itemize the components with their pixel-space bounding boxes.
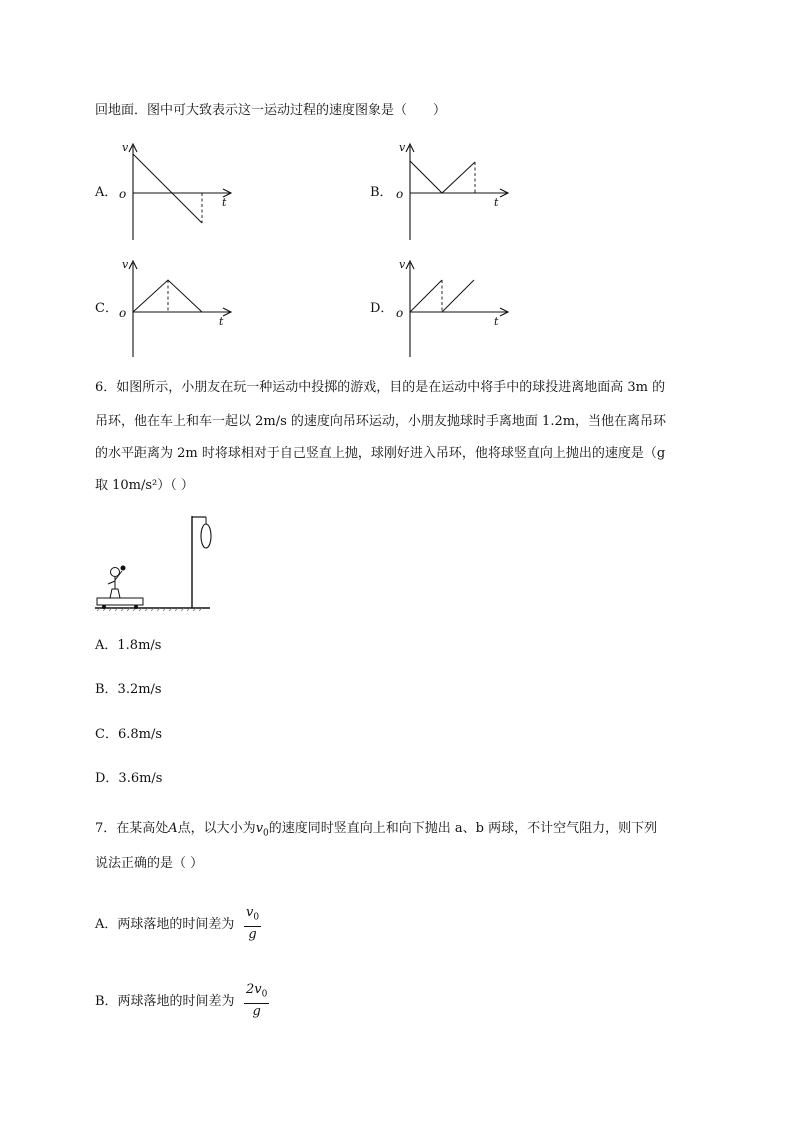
q6-option-c: C．6.8m/s bbox=[95, 727, 162, 742]
q6-stem-line-1: 6．如图所示，小朋友在玩一种运动中投掷的游戏，目的是在运动中将手中的球投进离地面高 3m 的 bbox=[95, 380, 666, 395]
q7-stem-part-2: 点，以大小为 bbox=[177, 821, 256, 836]
q7-point-label: A bbox=[168, 821, 178, 836]
q6-stem-line-2: 吊环，他在车上和车一起以 2m/s 的速度向吊环运动，小朋友抛球时手离地面 1.2m，当他在离吊环 bbox=[95, 414, 667, 429]
q5-option-a-label: A． bbox=[95, 185, 118, 200]
q6-option-b: B．3.2m/s bbox=[95, 682, 162, 697]
q7-option-a-denominator: g bbox=[248, 926, 257, 942]
graph-b-v-label: v bbox=[399, 141, 406, 154]
q5-graph-c bbox=[110, 257, 240, 362]
q6-stem-line-3: 的水平距离为 2m 时将球相对于自己竖直上抛，球刚好进入吊环，他将球竖直向上抛出的速度是（g bbox=[95, 446, 666, 461]
q7-option-b-fraction bbox=[244, 982, 269, 1020]
q6-illustration bbox=[95, 512, 215, 612]
q7-option-a-text: A．两球落地的时间差为 bbox=[95, 917, 235, 932]
graph-b-origin-label: o bbox=[396, 187, 404, 201]
q5-graph-d bbox=[387, 257, 517, 362]
q7-stem-line-2: 说法正确的是（ ） bbox=[95, 856, 204, 871]
graph-a-v-label: v bbox=[122, 141, 129, 154]
q7-stem-part-1: 7．在某高处 bbox=[95, 821, 169, 836]
q5-graph-b bbox=[387, 140, 517, 250]
q7-option-a-fraction bbox=[244, 905, 261, 943]
q7-option-b-numerator: $2v_0$ bbox=[244, 982, 269, 1004]
q7-option-b-text: B．两球落地的时间差为 bbox=[95, 994, 235, 1009]
q7-stem-line-1 bbox=[95, 820, 657, 843]
q5-graph-a bbox=[110, 140, 240, 250]
graph-a-origin-label: o bbox=[119, 187, 127, 201]
graph-c-origin-label: o bbox=[119, 306, 127, 320]
graph-c-v-label: v bbox=[122, 258, 129, 271]
graph-d-origin-label: o bbox=[396, 306, 404, 320]
graph-a-t-label: t bbox=[222, 196, 227, 209]
graph-d-v-label: v bbox=[399, 258, 406, 271]
q5-tail-text: 回地面．图中可大致表示这一运动过程的速度图象是（ ） bbox=[95, 103, 447, 118]
q7-option-b-denominator: g bbox=[252, 1003, 261, 1019]
q5-option-d-label: D． bbox=[370, 301, 394, 316]
graph-b-t-label: t bbox=[494, 196, 499, 209]
q5-option-b-label: B． bbox=[370, 185, 393, 200]
q7-option-a-numerator: $v_0$ bbox=[244, 905, 261, 927]
q6-option-d: D．3.6m/s bbox=[95, 771, 163, 786]
q7-v0-symbol: v bbox=[255, 821, 264, 836]
graph-c-t-label: t bbox=[219, 315, 224, 328]
q7-v0-subscript: 0 bbox=[263, 828, 269, 839]
q5-option-c-label: C． bbox=[95, 301, 118, 316]
graph-d-t-label: t bbox=[494, 315, 499, 328]
q6-option-a: A．1.8m/s bbox=[95, 638, 162, 653]
q6-stem-line-4: 取 10m/s²）（ ） bbox=[95, 478, 194, 493]
q7-stem-part-3: 的速度同时竖直向上和向下抛出 a、b 两球，不计空气阻力，则下列 bbox=[268, 821, 658, 836]
